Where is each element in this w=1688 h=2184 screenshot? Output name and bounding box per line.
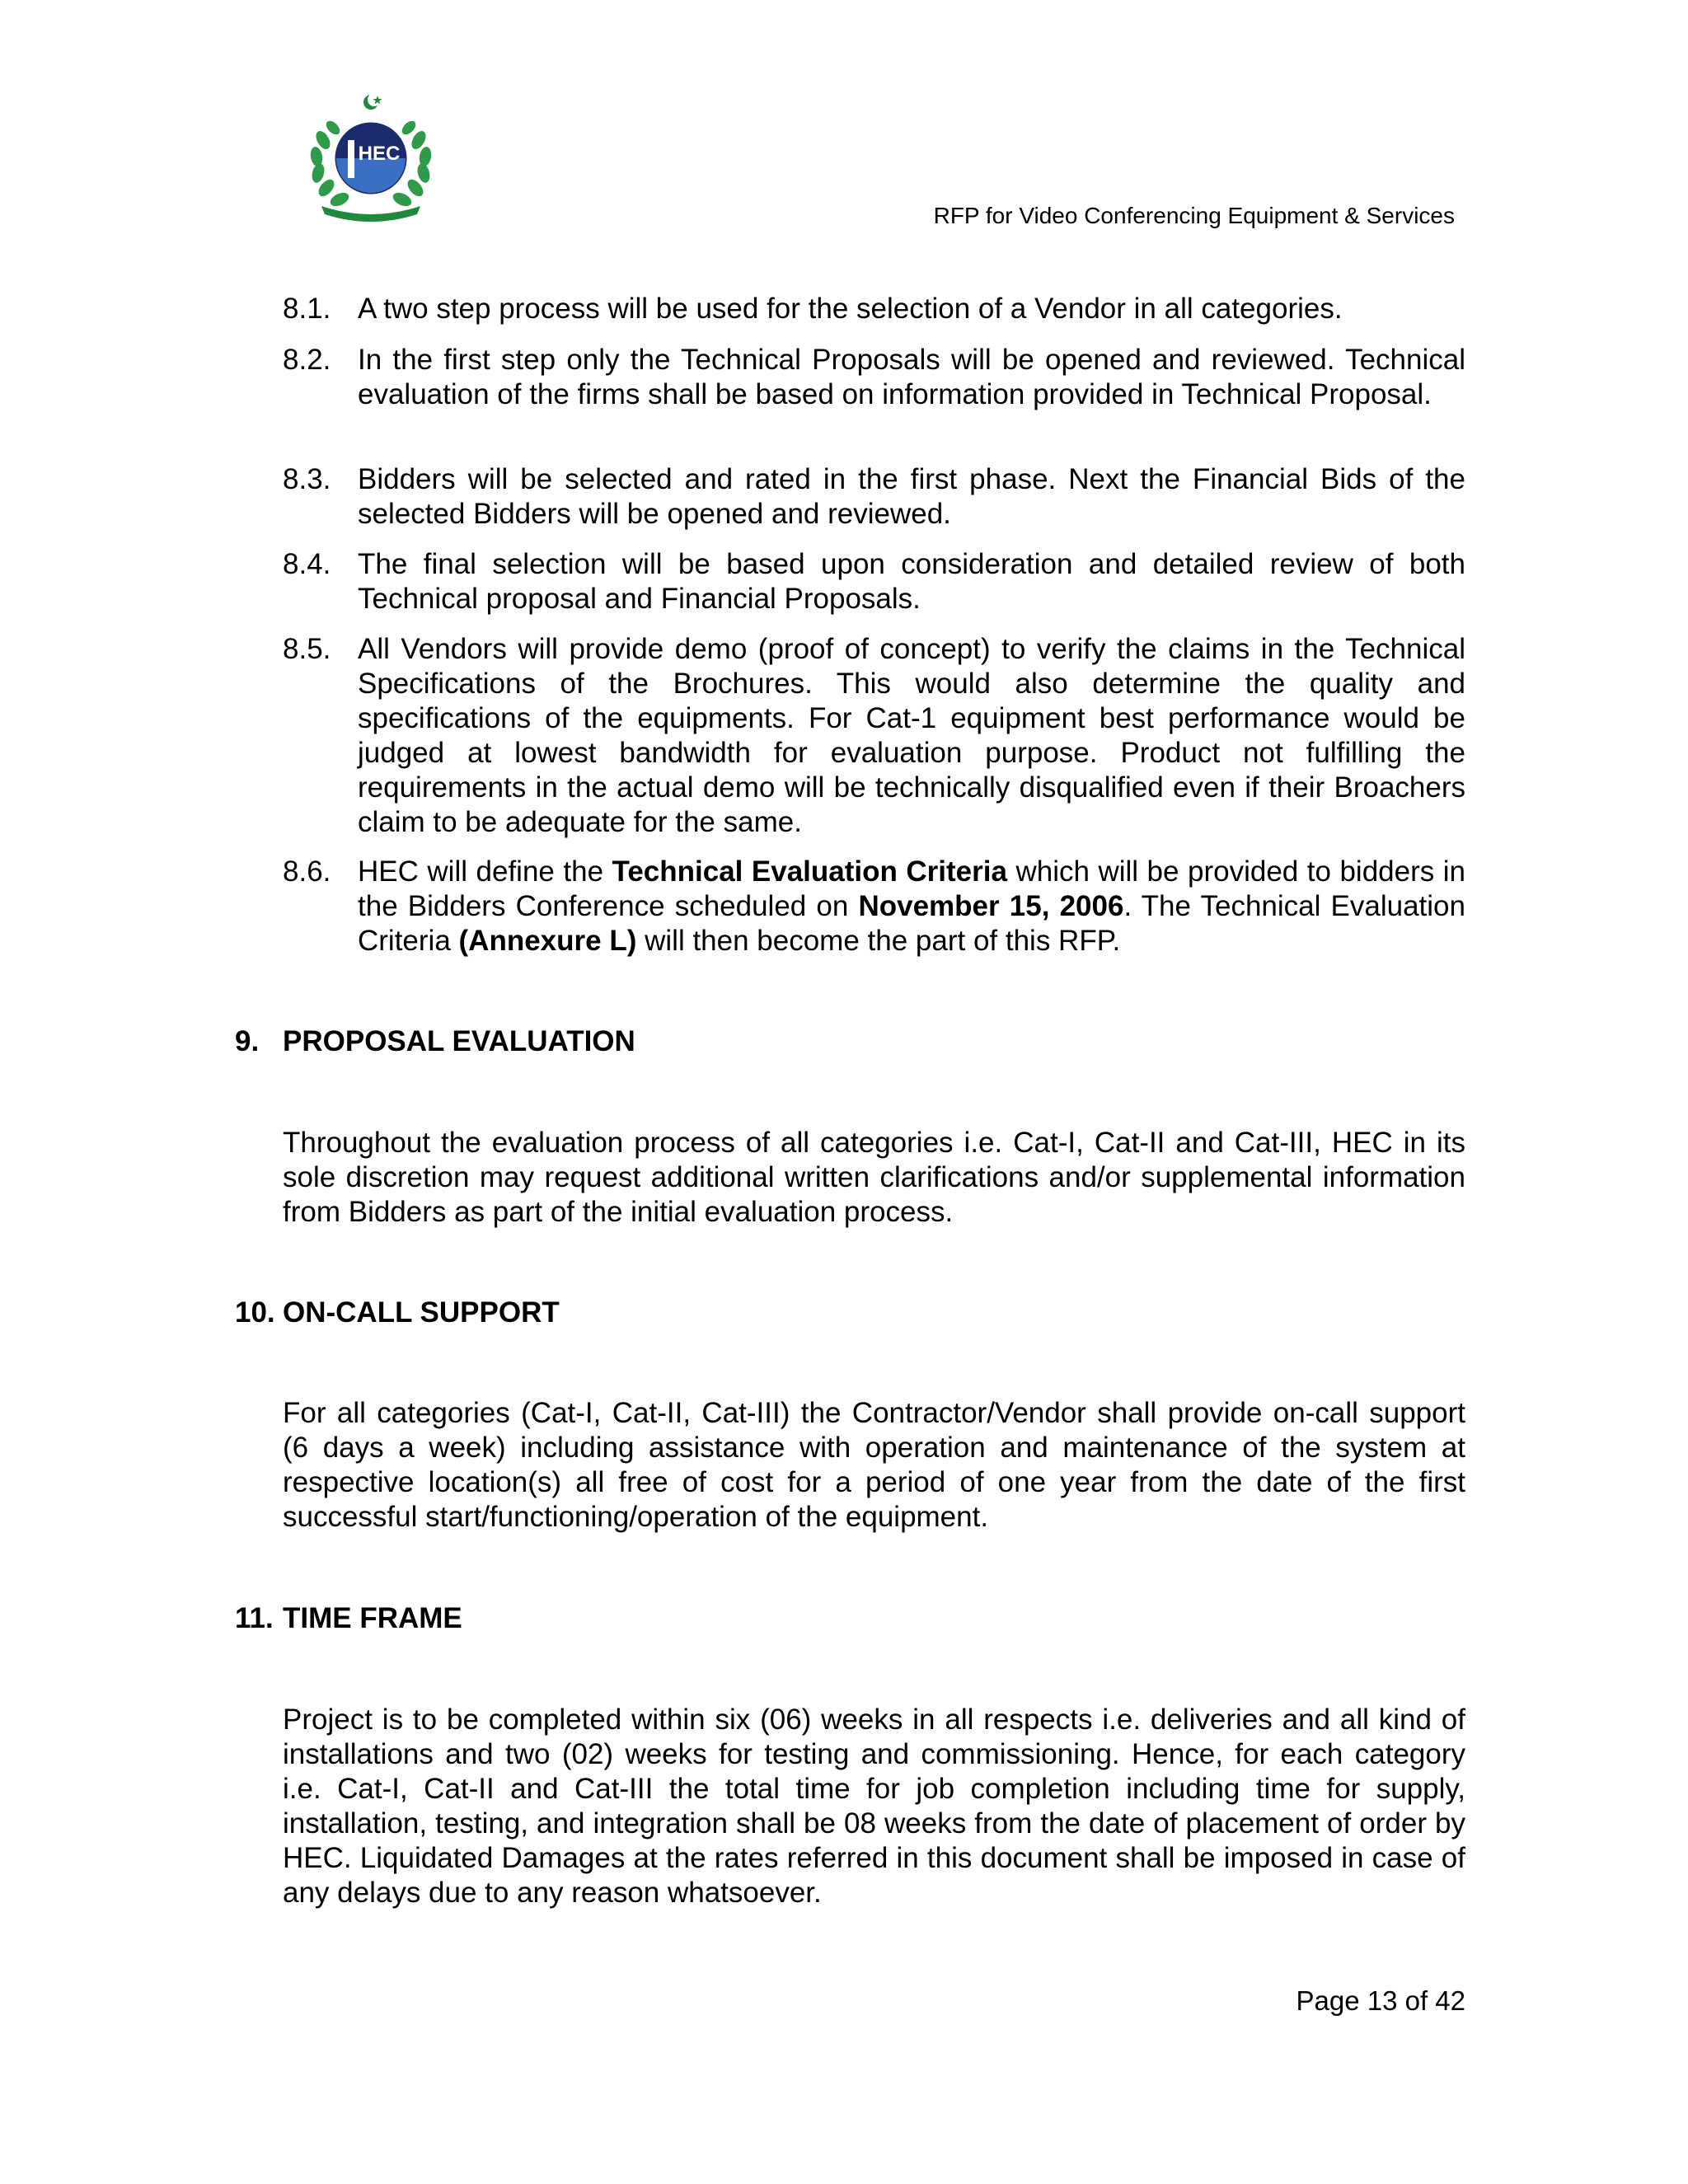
hec-emblem-icon bbox=[305, 91, 437, 223]
section-heading-9 bbox=[235, 1024, 635, 1059]
hec-logo bbox=[305, 91, 437, 223]
page-number: Page 13 of 42 bbox=[1296, 1985, 1465, 2016]
item-number: 8.4. bbox=[283, 548, 331, 580]
section-number: 9. bbox=[235, 1025, 260, 1057]
section-heading-11 bbox=[235, 1601, 462, 1636]
item-number: 8.6. bbox=[283, 855, 331, 888]
section-number: 10. bbox=[235, 1296, 275, 1329]
section-title: ON-CALL SUPPORT bbox=[283, 1296, 560, 1329]
section-number: 11. bbox=[235, 1602, 274, 1634]
section-heading-10 bbox=[235, 1296, 560, 1330]
item-text: In the first step only the Technical Proposals will be opened and reviewed. Technical evaluation of the firms shall be based on information provided in Technical Proposal. bbox=[358, 344, 1465, 410]
date-emphasis: November 15, 2006 bbox=[858, 890, 1124, 922]
item-text: HEC will define the Technical Evaluation Criteria which will be provided to bidders in the Bidders Conference scheduled on November 15, 2006. The Technical Evaluation Criteria (Annexure L) will then become the part of this RFP. bbox=[358, 855, 1465, 957]
section-title: TIME FRAME bbox=[283, 1602, 462, 1634]
svg-text:HEC: HEC bbox=[358, 143, 401, 165]
section-paragraph-9: Throughout the evaluation process of all categories i.e. Cat-I, Cat-II and Cat-III, HEC in its sole discretion may request additional written clarifications and/or supplemental information from Bidders as part of the initial evaluation process. bbox=[283, 1127, 1465, 1228]
section-paragraph-11: Project is to be completed within six (06) weeks in all respects i.e. deliveries and all kind of installations and two (02) weeks for testing and commissioning. Hence, for each category i.e. Cat-I, Cat-II and Cat-III the total time for job completion including time for supply, installation, testing, and integration shall be 08 weeks from the date of placement of order by HEC. Liquidated Damages at the rates referred in this document shall be imposed in case of any delays due to any reason whatsoever. bbox=[283, 1704, 1465, 1909]
annexure-emphasis: (Annexure L) bbox=[458, 925, 637, 957]
item-text: The final selection will be based upon consideration and detailed review of both Technical proposal and Financial Proposals. bbox=[358, 548, 1465, 615]
item-number: 8.2. bbox=[283, 344, 331, 376]
criteria-emphasis: Technical Evaluation Criteria bbox=[612, 855, 1007, 888]
header-title: RFP for Video Conferencing Equipment & Services bbox=[933, 203, 1455, 228]
item-text: All Vendors will provide demo (proof of concept) to verify the claims in the Technical Specifications of the Brochures. This would also determine the quality and specifications of the equipments. For Cat-1 equipment best performance would be judged at lowest bandwidth for evaluation purpose. Product not fulfilling the requirements in the actual demo will be technically disqualified even if their Broachers claim to be adequate for the same. bbox=[358, 633, 1465, 838]
item-text: A two step process will be used for the selection of a Vendor in all categories. bbox=[358, 293, 1343, 325]
item-number: 8.1. bbox=[283, 293, 331, 325]
item-number: 8.5. bbox=[283, 633, 331, 665]
section-title: PROPOSAL EVALUATION bbox=[283, 1025, 635, 1057]
item-text: Bidders will be selected and rated in the first phase. Next the Financial Bids of the selected Bidders will be opened and reviewed. bbox=[358, 463, 1465, 530]
section-paragraph-10: For all categories (Cat-I, Cat-II, Cat-III) the Contractor/Vendor shall provide on-call support (6 days a week) including assistance with operation and maintenance of the system at respective location(s) all free of cost for a period of one year from the date of the first successful start/functioning/operation of the equipment. bbox=[283, 1397, 1465, 1533]
item-number: 8.3. bbox=[283, 463, 331, 495]
